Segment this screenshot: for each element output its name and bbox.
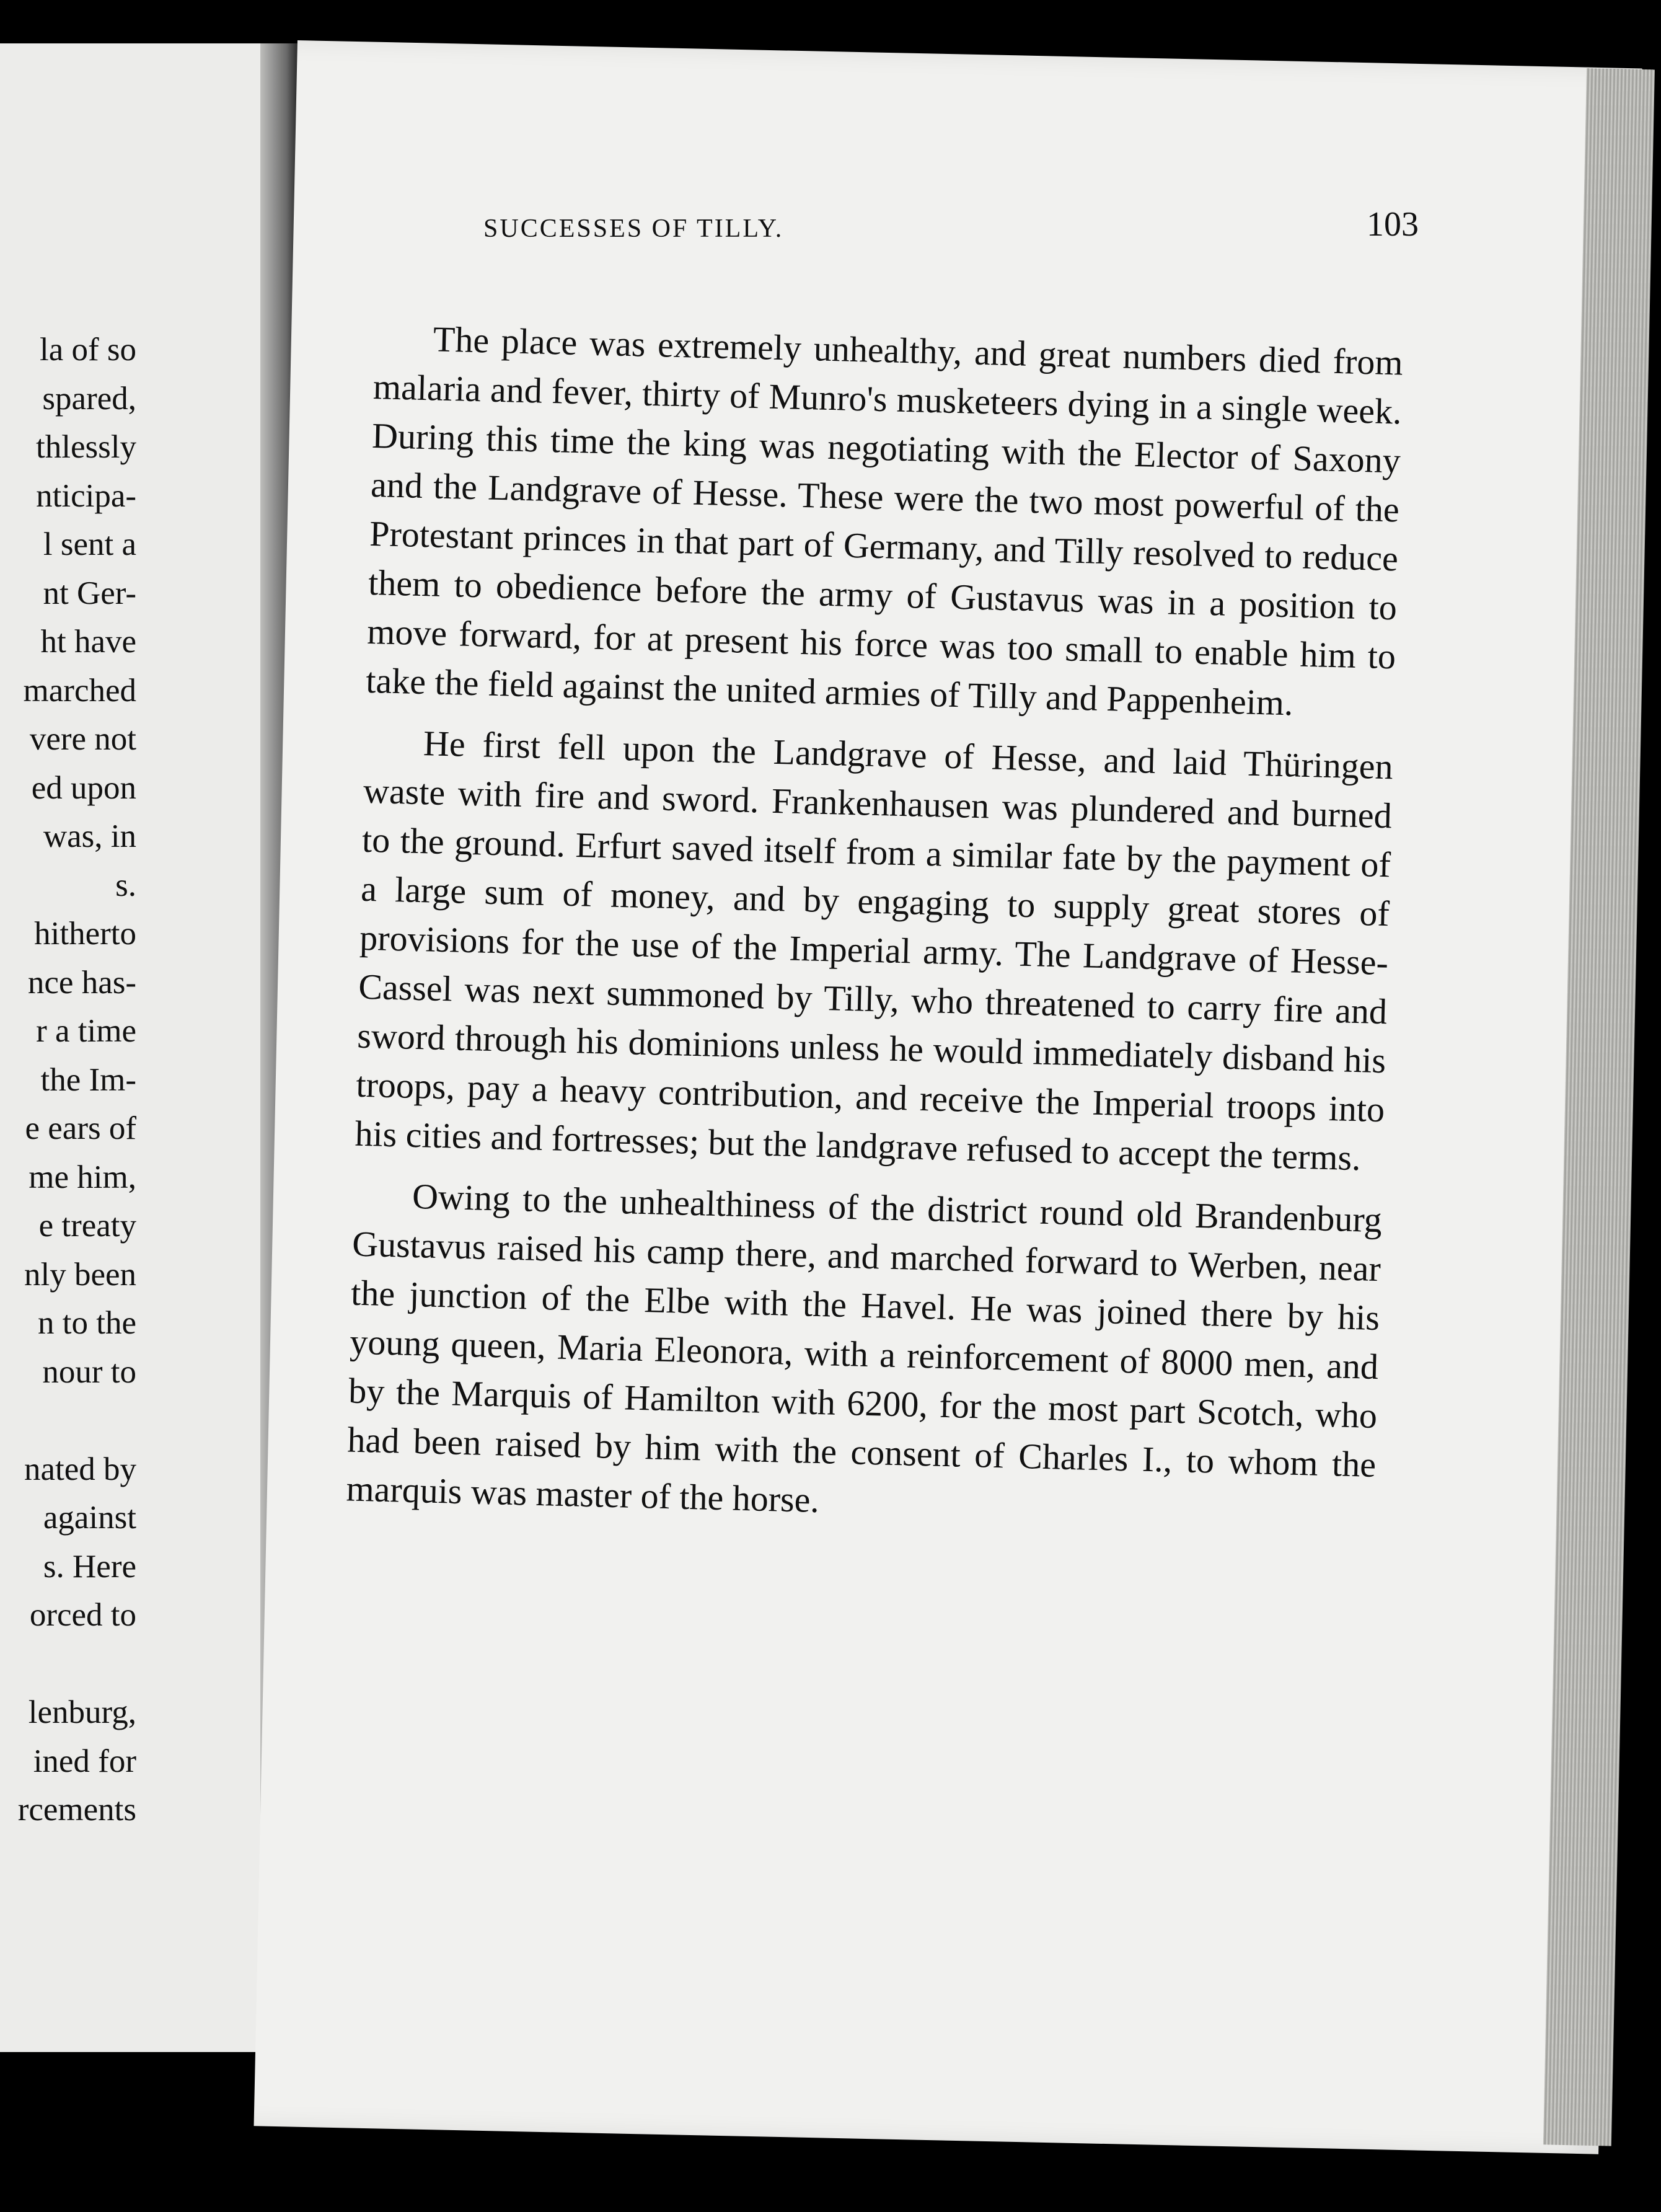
left-page-line: nated by (24, 1451, 136, 1487)
paragraph: Owing to the unhealthiness of the district round old Brandenburg Gustavus raised his camp there, and marched forward to Werben, near the junction of the Elbe with the Havel. He was joined there by his young queen, Maria Eleonora, with a reinforcement of 8000 men, and by the Marquis of Hamilton with 6200, for the most part Scotch, who had been raised by him with the consent of Charles I., to whom the marquis was master of the horse. (345, 1175, 1383, 1521)
left-page (0, 43, 291, 2052)
left-page-line: thlessly (36, 429, 136, 465)
left-page-line: e treaty (38, 1208, 136, 1244)
left-page-line: la of so (39, 332, 136, 368)
left-page-line: nce has- (27, 964, 136, 1001)
left-page-line: the Im- (40, 1061, 136, 1098)
left-page-text (0, 325, 136, 1834)
left-page-line: s. (115, 867, 136, 903)
left-page-line: against (43, 1500, 136, 1536)
left-page-line (0, 1640, 136, 1689)
left-page-line: nour to (42, 1353, 136, 1390)
left-page-line: me him, (29, 1159, 136, 1195)
left-page-line: nly been (24, 1256, 136, 1293)
left-page-line: spared, (42, 380, 136, 417)
left-page-line: rcements (17, 1792, 136, 1828)
left-page-line: ht have (40, 624, 136, 660)
left-page-line: n to the (38, 1305, 136, 1341)
left-page-line: was, in (43, 818, 136, 854)
left-page-line: e ears of (25, 1110, 136, 1146)
left-page-line: marched (23, 672, 136, 709)
body-text (345, 313, 1403, 1551)
left-page-line: lenburg, (28, 1694, 136, 1730)
paragraph: He first fell upon the Landgrave of Hesse, and laid Thüringen waste with fire and sword. Frankenhausen was plundered and burned to the ground. Erfurt saved itself from a similar fate by the payment of a large sum of money, and by engaging to supply great stores of provisions for the use of the Imperial army. The Landgrave of Hesse-Cassel was next summoned by Tilly, who threatened to carry fire and sword through his dominions unless he would immediately disband his troops, pay a heavy contribution, and receive the Imperial troops into his cities and fortresses; but the landgrave refused to accept the terms. (354, 723, 1394, 1179)
left-page-line: s. Here (43, 1548, 136, 1585)
left-page-line: nt Ger- (43, 575, 136, 611)
left-page-line: nticipa- (36, 477, 136, 514)
left-page-line: l sent a (43, 526, 136, 562)
left-page-line: ined for (33, 1743, 136, 1779)
left-page-line: orced to (29, 1597, 136, 1633)
left-page-line: vere not (29, 721, 136, 757)
left-page-line: hitherto (34, 916, 136, 952)
left-page-line: ed upon (31, 769, 136, 806)
left-page-line: r a time (36, 1013, 136, 1049)
running-head: SUCCESSES OF TILLY. (483, 215, 784, 243)
paragraph: The place was extremely unhealthy, and great numbers died from malaria and fever, thirty of Munro's musketeers dying in a single week. During this time the king was negotiating with the Elector of Saxony and the Landgrave of Hesse. These were the two most powerful of the Protestant princes in that part of Germany, and Tilly resolved to reduce them to obedience before the army of Gustavus was in a position to move forward, for at present his force was too small to enable him to take the field against the united armies of Tilly and Pappenheim. (365, 319, 1404, 723)
page-number: 103 (1367, 205, 1419, 244)
left-page-line (0, 1396, 136, 1445)
